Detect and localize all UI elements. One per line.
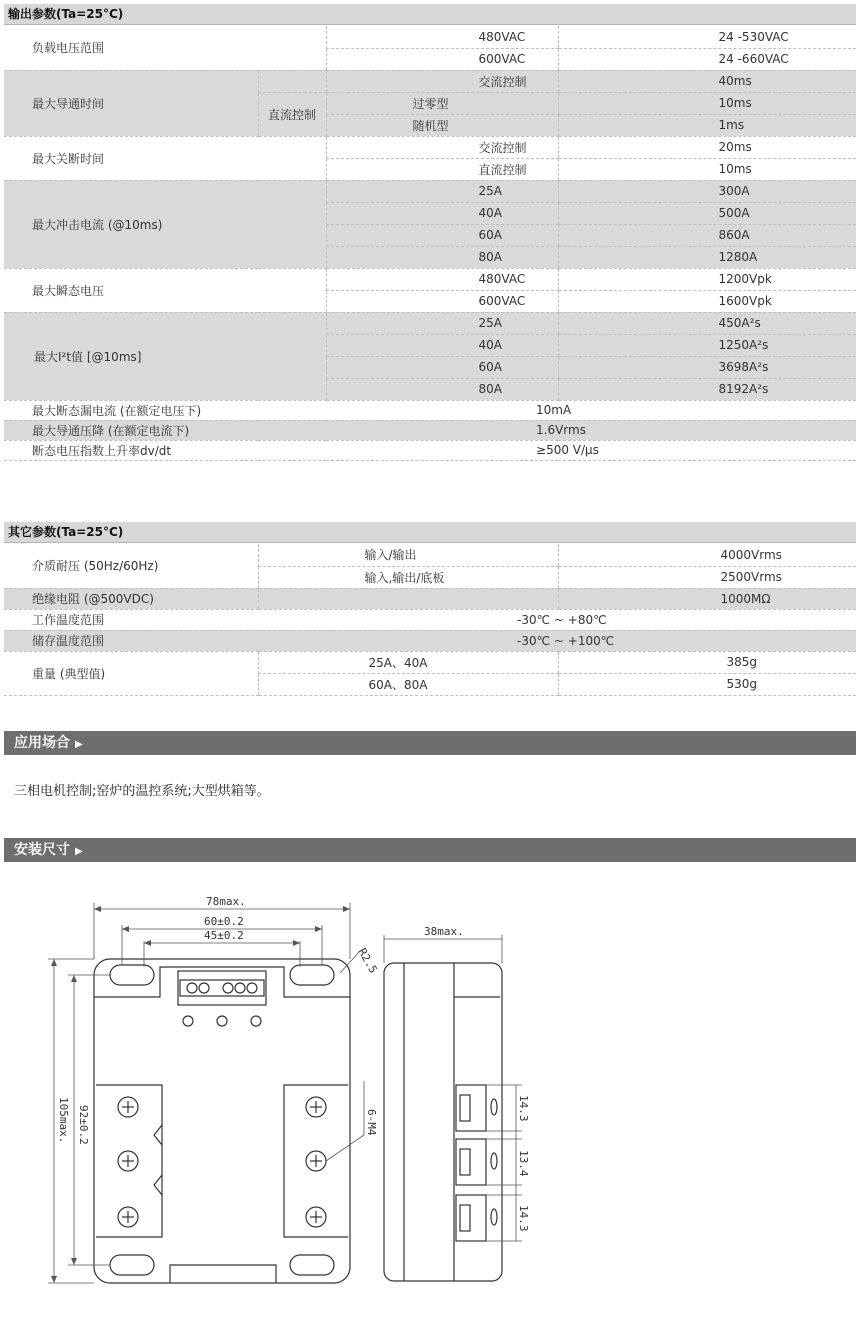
cell: 8192A²s [558,378,856,400]
cell: 3698A²s [558,356,856,378]
cell: ≥500 V/μs [536,443,599,457]
max-on-time-label: 最大导通时间 [4,70,258,136]
cell: 25A、40A [258,651,558,673]
op-temp-value: -30℃ ~ +80℃ [258,609,856,630]
dc-control-label: 直流控制 [258,92,326,136]
cell: 480VAC [326,26,558,48]
dimensions-title: 安装尺寸 [14,842,70,858]
load-voltage-label: 负载电压范围 [4,26,326,70]
cell: 交流控制 [326,136,558,158]
cell: 24 -530VAC [558,26,856,48]
cell: 480VAC [326,268,558,290]
cell: 25A [326,180,558,202]
table-row [4,268,856,290]
dim-pitch-3: 14.3 [517,1205,530,1232]
output-params-table [4,26,856,461]
dimensions-bar [4,838,856,862]
max-surge-label: 最大冲击电流 (@10ms) [4,180,326,268]
screw-icon [306,1097,326,1227]
cell: 2500Vrms [558,566,856,588]
on-drop-value [536,420,856,440]
cell: 600VAC [326,290,558,312]
dim-pitch-2: 13.4 [517,1150,530,1177]
module-body-front [94,959,350,1283]
table-row [4,544,856,566]
table-row [4,180,856,202]
cell: 40A [326,334,558,356]
on-drop-label: 最大导通压降 (在额定电流下) [4,420,558,440]
table-row [4,651,856,673]
applications-bar [4,731,856,755]
dim-height-max: 105max. [57,1097,70,1144]
cell: 60A、80A [258,673,558,695]
cell: 600VAC [326,48,558,70]
cell: 直流控制 [326,158,558,180]
output-params-title: 输出参数(Ta=25°C) [4,4,856,25]
max-i2t-label: 最大I²t值 [@10ms] [4,312,326,400]
table-row [4,312,856,334]
table-row [4,400,856,420]
cell: 40A [326,202,558,224]
dim-width-max: 78max. [206,895,246,908]
cell: 过零型 [326,92,558,114]
cell: 24 -660VAC [558,48,856,70]
cell: 80A [326,246,558,268]
cell: 80A [326,378,558,400]
caret-right-icon: ▶ [75,846,83,857]
cell: 20ms [558,136,856,158]
cell: 385g [558,651,856,673]
cell: 1280A [558,246,856,268]
table-row [4,136,856,158]
cell: 60A [326,356,558,378]
applications-text: 三相电机控制;窑炉的温控系统;大型烘箱等。 [14,784,270,799]
screw-icon [118,1097,138,1227]
cell: 1250A²s [558,334,856,356]
cell: 随机型 [326,114,558,136]
cell: 1ms [558,114,856,136]
storage-temp-value: -30℃ ~ +100℃ [258,630,856,651]
max-transient-label: 最大瞬态电压 [4,268,326,312]
cell: 10ms [558,158,856,180]
cell: 450A²s [558,312,856,334]
table-row [4,70,856,92]
table-row [4,420,856,440]
applications-title: 应用场合 [14,735,70,751]
dim-inner-span: 45±0.2 [204,929,244,942]
insulation-value: 1000MΩ [558,588,856,609]
cell: 输入,输出/底板 [258,566,558,588]
cell: 25A [326,312,558,334]
cell: 1.6Vrms [536,423,586,437]
dvdt-label: 断态电压指数上升率dv/dt [4,440,558,460]
dim-pitch-1: 14.3 [517,1095,530,1122]
cell: 860A [558,224,856,246]
dvdt-value [536,440,856,460]
off-leakage-label: 最大断态漏电流 (在额定电压下) [4,400,558,420]
table-row [4,630,856,651]
module-body-side [384,963,502,1281]
caret-right-icon: ▶ [75,739,83,750]
dim-hole-span: 60±0.2 [204,915,244,928]
cell: 300A [558,180,856,202]
mount-hole-bottom-right [290,1255,334,1275]
cell: 60A [326,224,558,246]
max-off-time-label: 最大关断时间 [4,136,326,180]
dim-screw: 6-M4 [365,1109,378,1136]
dielectric-label: 介质耐压 (50Hz/60Hz) [4,544,258,588]
mount-hole-top-left [110,965,154,985]
cell: 输入/输出 [258,544,558,566]
cell: 交流控制 [326,70,558,92]
other-params-title: 其它参数(Ta=25°C) [4,522,856,543]
cell: 10mA [536,403,572,417]
weight-label: 重量 (典型值) [4,651,258,695]
cell: 1600Vpk [558,290,856,312]
table-row [4,609,856,630]
cell: 4000Vrms [558,544,856,566]
cell: 530g [558,673,856,695]
cell: 40ms [558,70,856,92]
dim-depth-max: 38max. [424,925,464,938]
mount-hole-bottom-left [110,1255,154,1275]
cell: 500A [558,202,856,224]
mount-hole-top-right [290,965,334,985]
storage-temp-label: 储存温度范围 [4,630,258,651]
cell: 10ms [558,92,856,114]
cell: 1200Vpk [558,268,856,290]
off-leakage-value [536,400,856,420]
dim-radius: R2.5 [355,946,380,976]
table-row [4,588,856,609]
dim-hole-height: 92±0.2 [77,1105,90,1145]
dimension-drawing [40,885,540,1295]
op-temp-label: 工作温度范围 [4,609,258,630]
other-params-table [4,544,856,696]
control-terminal-block [178,971,266,1005]
insulation-label: 绝缘电阻 (@500VDC) [4,588,258,609]
table-row [4,440,856,460]
table-row [4,26,856,48]
